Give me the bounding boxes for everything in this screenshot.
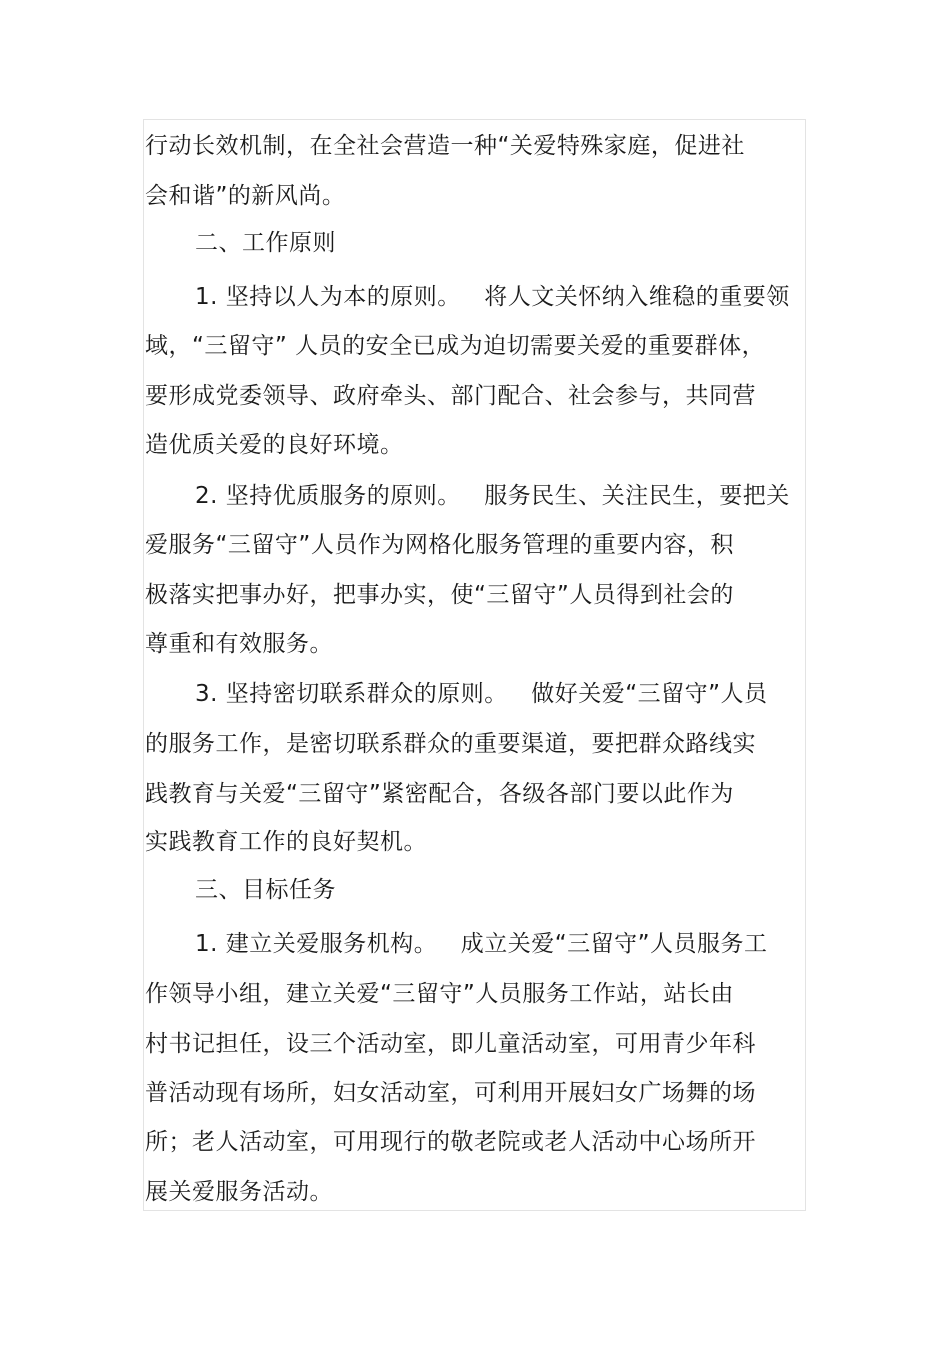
section-heading: 二、工作原则 <box>195 230 336 256</box>
body-text-line: 作领导小组，建立关爱“三留守”人员服务工作站，站长由 <box>145 981 734 1007</box>
body-text-line: 所；老人活动室，可用现行的敬老院或老人活动中心场所开 <box>145 1129 756 1155</box>
body-text-line: 造优质关爱的良好环境。 <box>145 432 404 458</box>
body-text-line: 会和谐”的新风尚。 <box>145 183 346 209</box>
body-text-line: 1. 坚持以人为本的原则。 将人文关怀纳入维稳的重要领 <box>195 284 790 310</box>
body-text-line: 的服务工作，是密切联系群众的重要渠道，要把群众路线实 <box>145 731 756 757</box>
body-text-line: 普活动现有场所，妇女活动室，可利用开展妇女广场舞的场 <box>145 1080 756 1106</box>
section-heading: 三、目标任务 <box>195 877 336 903</box>
body-text-line: 爱服务“三留守”人员作为网格化服务管理的重要内容，积 <box>145 532 734 558</box>
body-text-line: 域，“三留守” 人员的安全已成为迫切需要关爱的重要群体， <box>145 333 766 359</box>
body-text-line: 2. 坚持优质服务的原则。 服务民生、关注民生，要把关 <box>195 483 790 509</box>
body-text-line: 践教育与关爱“三留守”紧密配合，各级各部门要以此作为 <box>145 781 734 807</box>
body-text-line: 展关爱服务活动。 <box>145 1179 333 1205</box>
body-text-line: 要形成党委领导、政府牵头、部门配合、社会参与，共同营 <box>145 383 756 409</box>
body-text-line: 村书记担任，设三个活动室，即儿童活动室，可用青少年科 <box>145 1031 756 1057</box>
body-text-line: 尊重和有效服务。 <box>145 631 333 657</box>
body-text-line: 极落实把事办好，把事办实，使“三留守”人员得到社会的 <box>145 582 734 608</box>
body-text-line: 行动长效机制，在全社会营造一种“关爱特殊家庭，促进社 <box>145 133 745 159</box>
body-text-line: 1. 建立关爱服务机构。 成立关爱“三留守”人员服务工 <box>195 931 768 957</box>
body-text-line: 3. 坚持密切联系群众的原则。 做好关爱“三留守”人员 <box>195 681 768 707</box>
body-text-line: 实践教育工作的良好契机。 <box>145 829 427 855</box>
